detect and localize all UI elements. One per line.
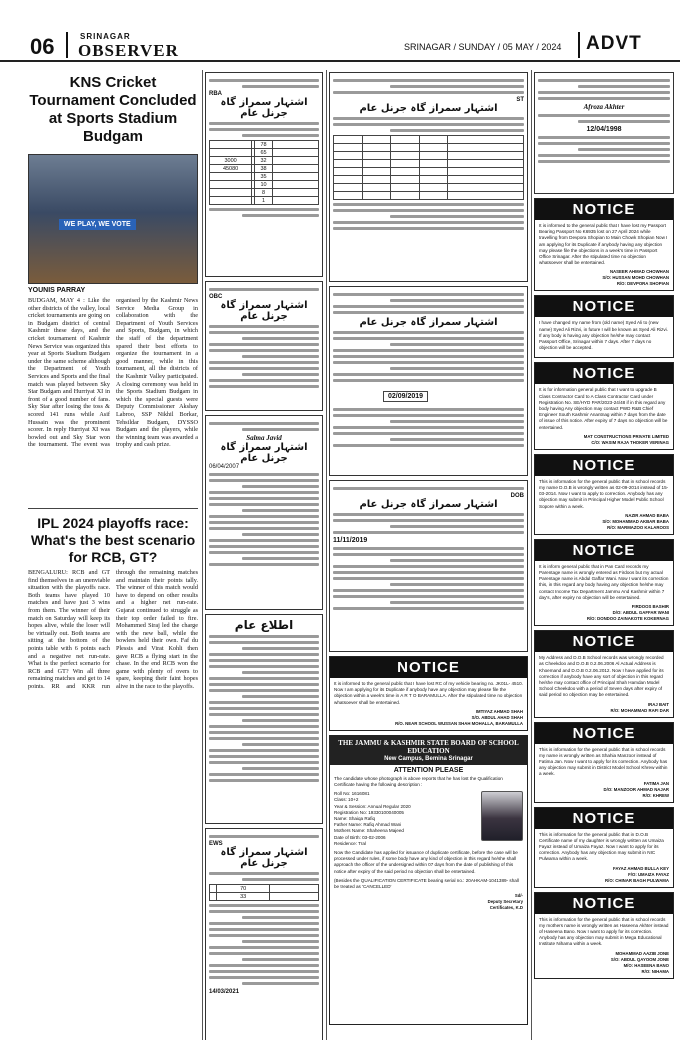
notice-text: My Address and D.O.B School records was wrongly recorded as Cheekdoo and D.O.B 0.2.06.2006 Al Actual Address is Khoemand and D.O.B 0.2.06.2012. Now I have applied for its correction if anybody have any sort of objection in this regard he/she may contact office of Principal Shah Hamdan Model School Cheekdoo with a period of Seven days after expiry of said period no objection may be entertained. <box>539 655 664 698</box>
notice-sig-line: M/O: HASEENA BANO <box>623 962 669 968</box>
board-field: Name: Shaiqa Rafiq <box>334 816 376 822</box>
notice-ad <box>534 807 674 888</box>
tournament-photo <box>28 154 198 284</box>
notice-sig-line: S/O: ABDUL QAYOOM JONE <box>610 956 669 962</box>
right-top-name: Afroza Akhter <box>583 103 625 111</box>
notice-sig-line: F/O: UMAIZA FAYAZ <box>628 871 669 877</box>
urdu-notice-title: اطلاع عام <box>234 618 294 632</box>
board-header <box>330 736 527 765</box>
notice-heading: NOTICE <box>330 657 527 678</box>
notice-heading: NOTICE <box>535 540 673 561</box>
notice-sig-line: MOHAMMAD AAZIB JONE <box>615 950 669 956</box>
notice-sig-line: D/O: MANZOOR AHMAD NAJAR <box>603 786 669 792</box>
board-after: (Besides the QUALIFICATION CERTIFICATE bearing serial no.: 20AHKAM-1041389- shall be treated as 'CANCELLED' <box>334 877 519 890</box>
notice-ad <box>534 295 674 358</box>
masthead-city: SRINAGAR <box>80 32 131 41</box>
notice-heading: NOTICE <box>535 893 673 914</box>
board-field: Registration No: 19330100040005 <box>334 809 404 815</box>
urdu-notice-table: 78 65 3000 32 45080 38 35 10 8 1 <box>209 140 319 205</box>
dateline: SRINAGAR / SUNDAY / 05 MAY / 2024 <box>404 42 562 52</box>
middle-column <box>329 72 528 1040</box>
notice-sig-line: IMTIYAZ AHMAD SHAH <box>475 708 523 714</box>
story2-headline: IPL 2024 playoffs race: What's the best scenario for RCB, GT? <box>30 515 196 565</box>
notice-ad <box>534 892 674 979</box>
notice-heading: NOTICE <box>535 363 673 384</box>
urdu-notice <box>534 72 674 194</box>
board-field: Year & Session: Annual Regular 2020 <box>334 803 411 809</box>
notice-sig-line: NASEER AHMAD CHOWHAN <box>609 269 669 275</box>
urdu-notice-title: اشتہار سمراز گاہ جرنل عام <box>220 847 308 869</box>
story1-byline: YOUNIS PARRAY <box>28 287 86 294</box>
board-field: Father Name: Rafiq Ahmad Wani <box>334 822 402 828</box>
notice-sig-line: FATIMA JAN <box>643 780 669 786</box>
notice-text: It is informed to the general public that I have lost my Passport Bearing Passport No K6935 lost on 27 April 2024 while travelling from Devpora Shopian to Main Chowk Shopian Now I am applying for its Duplicate if anybody having any objection may please file the objections in a week's time in Passport Office Srinagar. After the stipulated time no objection whatsoever shall be entertained. <box>539 223 668 266</box>
urdu-notice-label: OBC <box>209 294 223 300</box>
notice-heading: NOTICE <box>535 296 673 317</box>
notice-sig-line: NAZIR AHMAD BABA <box>625 512 669 518</box>
board-sign: Certificates, K.D <box>489 905 523 911</box>
urdu-notice-date: 06/04/2007 <box>209 464 240 470</box>
notice-sig-line: D/O: ABDUL GAFFAR WANI <box>612 610 669 616</box>
board-body: Now the Candidate has applied for issuance of duplicate certificate, before the case will be processed under rules, if some body have any kind of objection in this regard he/she shall approach the officer of the undersigned within 07 days from the date of publishing of this notice after expiry of the said period no objection shall be entertained. <box>334 850 518 874</box>
urdu-notice-title: اشتہار سمراز گاہ جرنل عام <box>359 499 498 510</box>
notice-ad <box>534 454 674 535</box>
notice-text: This is information for the general public that in school records my name D.O.B is wrongly written as 02-09-2014 instead of 15-03-2014. Now I want to apply to correction. Anybody has any objection may submit in Principal Higher Model Public School Sopore within a week. <box>539 478 669 509</box>
urdu-column-left <box>205 72 323 1040</box>
notice-sig-line: R/O. NEAR SCHOOL WUSSAN SHAH MOHALLA, BARAMULLA <box>395 720 523 726</box>
notice-heading: NOTICE <box>535 455 673 476</box>
news-column <box>28 70 198 1044</box>
notice-sig-line: S/O: HUSSAN MOHD CHOWHAN <box>602 275 669 281</box>
notice-ad <box>534 198 674 291</box>
urdu-notice-title: اشتہار سمراز گاہ جرنل عام <box>220 300 308 322</box>
board-notice <box>329 735 528 1025</box>
notice-ad <box>329 656 528 731</box>
board-sign: Deputy Secretary <box>487 899 523 905</box>
board-field: Date of Birth: 03-02-2006 <box>334 834 386 840</box>
notice-ad <box>534 539 674 626</box>
urdu-notice <box>205 281 323 411</box>
board-sign: Sd/- <box>514 893 523 899</box>
notice-heading: NOTICE <box>535 808 673 829</box>
board-fields <box>334 791 481 847</box>
section-label: ADVT <box>586 33 642 54</box>
notice-heading: NOTICE <box>535 199 673 220</box>
board-intro: The candidate whose photograph is above reports that he has lost the Qualification Certificate having the following description : <box>334 775 503 788</box>
notice-sig-line: S/O: MOHAMMAD AKBAR BABA <box>602 518 669 524</box>
urdu-notice <box>205 614 323 824</box>
notice-sig-line: S/O. ABDUL AHAD SHAH <box>471 714 523 720</box>
board-field: Mothers Name: Shaheena Majeed <box>334 828 404 834</box>
candidate-photo <box>481 791 523 841</box>
urdu-notice-title: اشتہار سمراز گاہ جرنل عام <box>359 103 498 114</box>
story1-headline: KNS Cricket Tournament Concluded at Sports Stadium Budgam <box>29 74 197 145</box>
board-heading: ATTENTION PLEASE <box>393 766 464 774</box>
urdu-notice-title: اشتہار سمراز گاہ جرنل عام <box>220 442 308 464</box>
story2-body: BENGALURU: RCB and GT find themselves in an unenviable situation with the playoffs race. Both teams have played 10 matches and have just 3 wins from them. The winner of their match on Saturday will keep its hopes alive, while the loser will be virtually out. Both teams are sitting at the bottom of the points table with 6 points each and a negative net run-rate. What is the perfect scenario for RCB and GT? Win all three remaining matches and get to 14 points. RR and KKR run through the remaining matches and maintain their points tally. The winner of this match would have to depend on other results and a higher net run-rate. Gujarat continued to struggle as their top order failed to fire. Mohammed Siraj led the charge with the new ball, while the bowlers held their own. Faf du Plessis and Virat Kohli then gave RCB a flying start in the chase. In the end RCB won the game with plenty of overs to spare, keeping their faint hopes alive in the race to the playoffs. <box>28 569 198 690</box>
page-number: 06 <box>30 34 55 59</box>
notice-column <box>534 72 674 1040</box>
story1-body: BUDGAM, MAY 4 : Like the other districts of the valley, local cricket tournaments are going on in Budgam district of central Kashmir these days, and the cricket tournament of Kashmir News Service was organized this year at Sports Stadium Budgam under the same scheme although the Department of Youth Services and Sports and the final match was played between Sky Star Budgam and Hurriyat XI in front of a good number of fans. Sky Star after losing the toss & scored 141 runs while Asif Hussain was the prominent scorer. In reply Hurriyat XI was bowled out and Sky Star won the tournament. The event was organised by the Kashmir News Service Media Group in collaboration with the Department of Youth Services and Sports, Budgam, in which the staff of the department spared their best efforts to organize the tournament in a good manner, while in this tournament, all the districts of the Kashmir Valley participated. A closing ceremony was held in the Sports Stadium Budgam in which the special guests were Deputy Commissioner Akshay Labroo, SSP Nikhil Borkar, Tehsildar Budgam, DYSSO Budgam and the players, while the winning team was awarded a trophy and cash prize. <box>28 297 198 449</box>
notice-sig-line: R/O: NIHAMA <box>641 968 669 974</box>
notice-ad <box>534 362 674 449</box>
notice-sig-line: MAT CONSTRUCTIONS PRIVATE LIMITED <box>583 433 669 439</box>
notice-text: I have changed my name from (old name) Syed Ali to (new name) Syed Ali Rizvi, in future I will be known as Syed Ali Rizvi. If any body is having any objection he/she may contact Passport Office, Srinagar within 7 days. After 7 days no objection will be accepted. <box>539 320 668 351</box>
notice-text: This is information for the general public that in school records my name is wrongly written as Shahia Manzoor instead of Fatima Jan. Now I want to apply for its correction. Anybody has any objection may submit in District Model School Khrew within a week. <box>539 746 668 777</box>
notice-sig-line: R/O: DEVPORA SHOPIAN <box>616 281 669 287</box>
urdu-notice-label: RBA <box>209 91 222 97</box>
notice-sig-line: R/O: MOHAMMAD RAFI DAR <box>610 707 669 713</box>
notice-text: It is inform general public that in Pan Card records my Parentage name is wrongly entered as Firdoos but my actual Parentage name is Abdul Gaffar Wani. Now I want its correction this, in this regard any body having any objection he/she may contact Income Tax Department Jammu And Kashmir within 7 day's, after expiry no objection will be entertained. <box>539 563 669 600</box>
notice-ad <box>534 630 674 717</box>
urdu-notice <box>329 72 528 282</box>
notice-sig-line: IRAJ BAIT <box>647 701 669 707</box>
board-subtitle: New Campus, Bemina Srinagar <box>384 755 473 762</box>
notice-text: This is information for the general public that in D.O.B Certificate name of my daughter is wrongly written as Umaiza Fayaz instead of Umaiza Fayaz. Now I want to apply for its correction. Anybody has any objection may submit in NIC Pulwama within a week. <box>539 831 664 862</box>
page-header <box>0 0 680 62</box>
urdu-notice-label: DOB <box>510 493 524 499</box>
notice-sig-line: R/O: MARMAZOO KALAROOS <box>607 524 669 530</box>
notice-sig-line: FIRDOOS BASHIR <box>631 604 669 610</box>
urdu-notice-date: 14/03/2021 <box>209 989 240 995</box>
urdu-notice <box>329 286 528 476</box>
urdu-notice <box>329 480 528 652</box>
board-field: Roll No: 1616081 <box>334 791 370 797</box>
urdu-notice <box>205 828 323 1040</box>
notice-sig-line: R/O: CHINAR BAGH PULWAMA <box>605 877 669 883</box>
notice-sig-line: R/O: KHREW <box>642 792 669 798</box>
notice-text: It is informed to the general public that I have lost RC of my vehicle bearing no. JK01L- 4510. Now I am applying for its Duplicate if anybody have any objection may please file the objection within a week's time in A R T O BARAMULLA. After the stipulated time no objection whatsoever shall be entertained. <box>334 681 523 705</box>
urdu-notice-table: 70 33 <box>209 884 319 901</box>
board-field: Residence: Tral <box>334 840 366 846</box>
urdu-notice-date: 11/11/2019 <box>333 537 368 544</box>
urdu-notice-title: اشتہار سمراز گاہ جرنل عام <box>220 97 308 119</box>
right-top-date: 12/04/1998 <box>586 126 622 133</box>
notice-sig-line: R/O: DONDOO ZAINAKOTE KOKERNAG <box>586 616 669 622</box>
board-field: Class: 10+2 <box>334 797 359 803</box>
notice-text: It is for information general public that I want to upgrade B Class Contractor Card to A Class Contractor Card under Registration No. SE/HYD PAR/2023-24/48 if in this regard any body having Any objection may contact PWD R&B Chief Engineer South Kashmir Anantnag within 7 days from the date of issue of this notice. After expiry of 7 days no objection will be entertained. <box>539 387 668 430</box>
notice-sig-line: C/O: WASIM RAJA THOKER VERINAG <box>591 439 669 445</box>
urdu-notice-title: اشتہار سمراز گاہ جرنل عام <box>359 317 498 328</box>
urdu-notice <box>205 415 323 610</box>
notice-text: This is information for the general public that in school records my mothers name is wrongly written as Haseena Akhter instead of Haseena Bano. Now I want to apply for its correction. Anybody has any objection may submit in Mega Educational Institute Nihama within a week. <box>539 916 669 947</box>
board-title: THE JAMMU & KASHMIR STATE BOARD OF SCHOOL EDUCATION <box>338 738 519 755</box>
urdu-notice-label: EWS <box>209 841 223 847</box>
notice-heading: NOTICE <box>535 723 673 744</box>
urdu-notice <box>205 72 323 277</box>
notice-heading: NOTICE <box>535 631 673 652</box>
notice-sig-line: FAYAZ AHMAD BULLA KEY <box>613 865 669 871</box>
urdu-notice-name: Salma Javid <box>246 434 282 442</box>
photo-banner: WE PLAY, WE VOTE <box>59 219 136 230</box>
masthead-title: OBSERVER <box>78 41 179 60</box>
urdu-notice-date: 02/09/2019 <box>383 391 428 402</box>
urdu-notice-label: ST <box>516 97 524 103</box>
urdu-notice-table <box>333 135 524 200</box>
notice-ad <box>534 722 674 803</box>
